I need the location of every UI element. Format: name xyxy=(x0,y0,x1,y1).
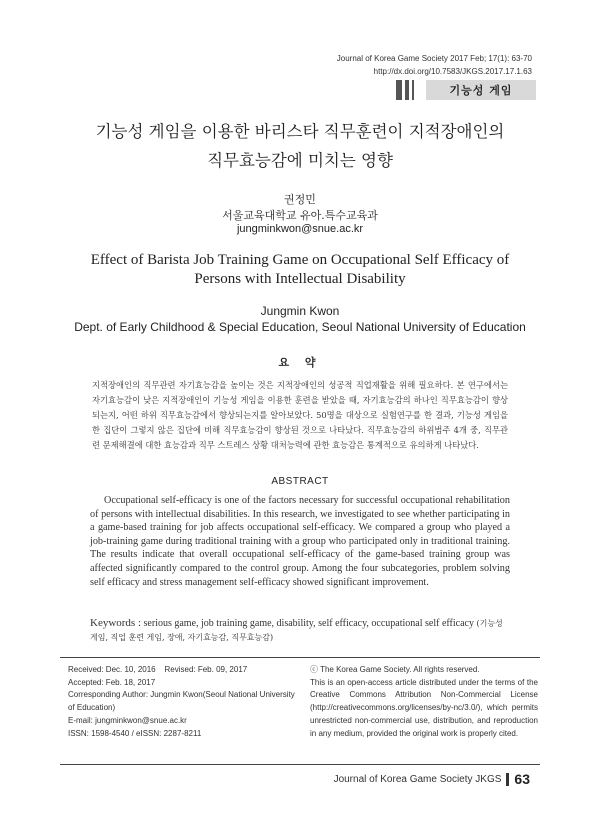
title-en-line1: Effect of Barista Job Training Game on Occupational Self Efficacy of xyxy=(90,252,510,268)
author-email[interactable]: jungminkwon@snue.ac.kr xyxy=(236,223,364,235)
keywords-label: Keywords : xyxy=(90,617,142,629)
abstract-en-text: Occupational self-efficacy is one of the factors necessary for successful occupational rehabilitation of persons with intellectual disabilities. In this research, we investigated to see whether participating in a game-based training for job affects occupational self-efficacy. We compared a group who played a job-training game during traditional training with a group who participated only in traditional training. The results indicate that overall occupational self-efficacy of the game-based training group was affected significantly compared to the control group. Among the four subcategories, problem solving self efficacy and stress management self-efficacy showed significant improvement. xyxy=(90,495,510,588)
page-footer xyxy=(334,771,530,787)
corresponding-author: Corresponding Author: Jungmin Kwon(Seoul National University of Education) xyxy=(68,690,295,713)
page-number: 63 xyxy=(514,771,530,787)
license: This is an open-access article distributed under the terms of the Creative Commons Attribution Non-Commercial License (http://creativecommons.org/licenses/by-nc/3.0/), which permits unrestricted non-commercial use, distribution, and reproduction in any medium, provided the original work is properly cited. xyxy=(310,677,538,738)
title-en-line2: Persons with Intellectual Disability xyxy=(194,271,406,287)
keywords-ko: (기능성 게임, 직업 훈련 게임, 장애, 자기효능감, 직무효능감) xyxy=(90,619,503,642)
footnote-divider xyxy=(60,657,540,658)
journal-citation: Journal of Korea Game Society 2017 Feb; 17(1): 63-70 xyxy=(336,54,532,63)
footer-separator xyxy=(506,773,509,786)
issn: ISSN: 1598-4540 / eISSN: 2287-8211 xyxy=(68,728,202,738)
abstract-ko-text: 지적장애인의 직무관련 자기효능감을 높이는 것은 지적장애인의 성공적 직업재활을 위해 필요하다. 본 연구에서는 자기효능감이 낮은 지적장애인이 기능성 게임을 이용한 훈련을 받았을 때, 자기효능감의 하나인 직무효능감이 향상되는지, 어떤 하위 직무효능감에서 향상되는지를 알아보았다. 50명을 대상으로 실험연구를 한 결과, 기능성 게임을 한 집단이 그렇지 않은 집단에 비해 직무효능감이 향상된 것으로 나타났다. 직무효능감의 하위범주 4개 중, 직무관련 문제해결에 대한 효능감과 직무 스트레스 상황 대처능력에 관한 효능감은 통계적으로 유의하게 나타났다. xyxy=(92,380,508,450)
title-ko-line1: 기능성 게임을 이용한 바리스타 직무훈련이 지적장애인의 xyxy=(95,122,505,141)
author-ko: 권정민 xyxy=(284,193,316,206)
corresponding-email: E-mail: jungminkwon@snue.ac.kr xyxy=(68,715,187,725)
accepted: Accepted: Feb. 18, 2017 xyxy=(68,677,156,687)
footnote-right xyxy=(310,664,538,740)
title-ko-line2: 직무효능감에 미치는 영향 xyxy=(207,151,393,170)
section-tag-bars xyxy=(396,80,420,100)
title-en xyxy=(70,251,530,289)
affiliation-ko: 서울교육대학교 유아.특수교육과 xyxy=(222,209,378,222)
keywords-en: serious game, job training game, disability, self efficacy, occupational self efficacy xyxy=(143,618,474,629)
copyright: ⓒ The Korea Game Society. All rights reserved. xyxy=(310,665,480,674)
received-revised: Received: Dec. 10, 2016 Revised: Feb. 09, 2017 xyxy=(68,665,248,674)
abstract-en-heading: ABSTRACT xyxy=(271,476,329,487)
affiliation-en: Dept. of Early Childhood & Special Education, Seoul National University of Education xyxy=(74,320,526,334)
author-en: Jungmin Kwon xyxy=(260,304,340,318)
keywords xyxy=(90,616,510,645)
footer-journal: Journal of Korea Game Society JKGS xyxy=(333,773,502,785)
doi-link[interactable]: http://dx.doi.org/10.7583/JKGS.2017.17.1.63 xyxy=(373,67,532,76)
page-footer-divider xyxy=(60,764,540,765)
section-tag: 기능성 게임 xyxy=(426,80,536,100)
footnote-left xyxy=(68,664,296,740)
abstract-ko-heading: 요 약 xyxy=(278,356,322,369)
